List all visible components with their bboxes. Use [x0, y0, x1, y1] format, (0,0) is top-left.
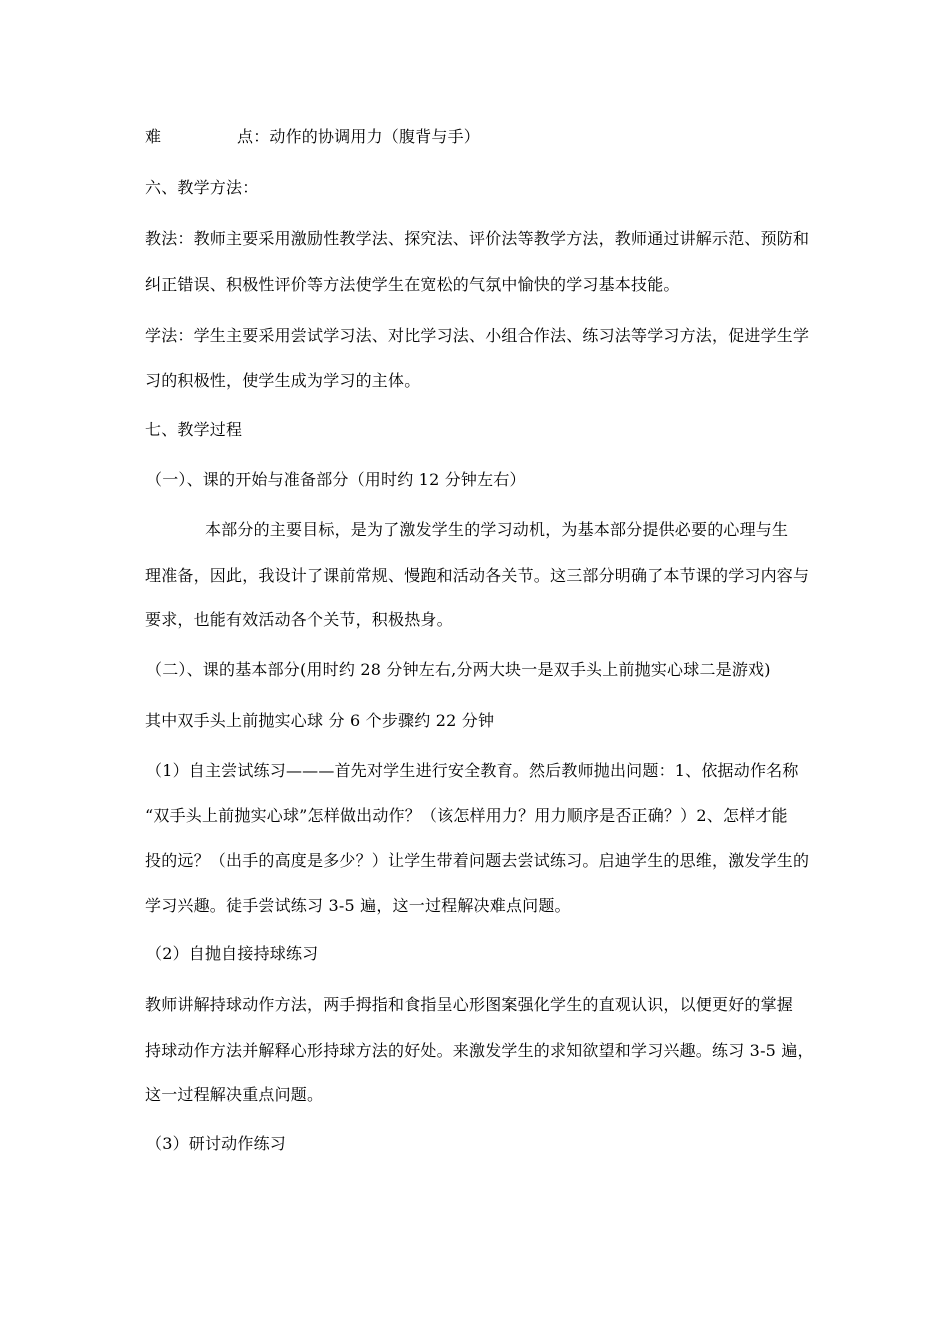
step2-line-1: 教师讲解持球动作方法，两手拇指和食指呈心形图案强化学生的直观认识，以便更好的掌握 [145, 995, 794, 1014]
learning-method-line-2: 习的积极性，使学生成为学习的主体。 [145, 371, 421, 390]
step3-title: （3）研讨动作练习 [146, 1134, 286, 1153]
section6-title: 六、教学方法： [145, 178, 259, 197]
teaching-method-line-2: 纠正错误、积极性评价等方法使学生在宽松的气氛中愉快的学习基本技能。 [145, 275, 680, 294]
difficulty-label: 难 [145, 127, 162, 146]
section7-title: 七、教学过程 [145, 420, 243, 439]
step2-title: （2）自抛自接持球练习 [146, 944, 319, 963]
step1-line-4: 学习兴趣。徒手尝试练习 3-5 遍，这一过程解决难点问题。 [145, 896, 571, 915]
part1-title: （一）、课的开始与准备部分（用时约 12 分钟左右） [146, 470, 526, 489]
part1-paragraph-line-3: 要求，也能有效活动各个关节，积极热身。 [145, 610, 453, 629]
part2-subtitle: 其中双手头上前抛实心球 分 6 个步骤约 22 分钟 [145, 711, 495, 730]
part1-paragraph-line-2: 理准备，因此，我设计了课前常规、慢跑和活动各关节。这三部分明确了本节课的学习内容与 [145, 566, 810, 585]
difficulty-line [145, 126, 480, 148]
step2-line-2: 持球动作方法并解释心形持球方法的好处。来激发学生的求知欲望和学习兴趣。练习 3-5 遍， [145, 1041, 814, 1060]
step1-line-3: 投的远？（出手的高度是多少？）让学生带着问题去尝试练习。启迪学生的思维，激发学生的 [145, 851, 810, 870]
teaching-method-line-1: 教法：教师主要采用激励性教学法、探究法、评价法等教学方法，教师通过讲解示范、预防和 [145, 229, 810, 248]
step1-line-1: （1）自主尝试练习———首先对学生进行安全教育。然后教师抛出问题：1、依据动作名称 [146, 761, 799, 780]
step2-line-3: 这一过程解决重点问题。 [145, 1085, 324, 1104]
difficulty-text: 点：动作的协调用力（腹背与手） [237, 127, 481, 146]
step1-line-2: “双手头上前抛实心球”怎样做出动作？（该怎样用力？用力顺序是否正确？）2、怎样才能 [145, 806, 788, 825]
part2-title: （二）、课的基本部分(用时约 28 分钟左右,分两大块一是双手头上前抛实心球二是游戏) [146, 660, 771, 679]
learning-method-line-1: 学法：学生主要采用尝试学习法、对比学习法、小组合作法、练习法等学习方法，促进学生学 [145, 326, 810, 345]
part1-paragraph-line-1: 本部分的主要目标，是为了激发学生的学习动机，为基本部分提供必要的心理与生 [205, 520, 789, 539]
